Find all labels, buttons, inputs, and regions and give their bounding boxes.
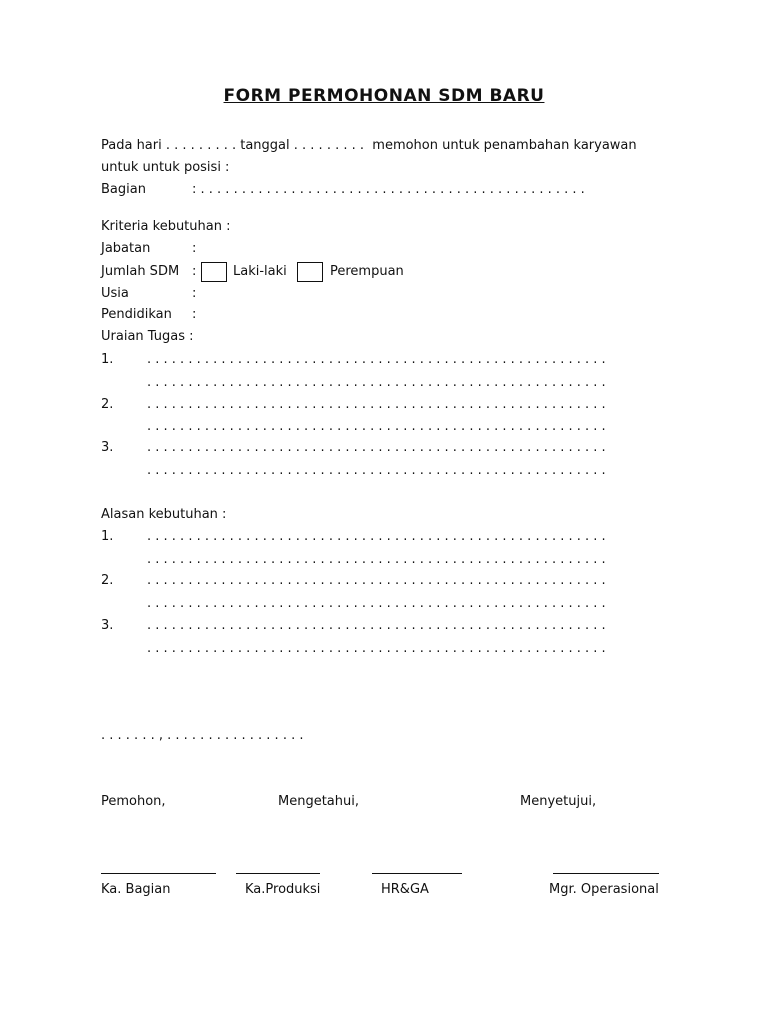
mengetahui-label: Mengetahui, [278, 794, 359, 809]
role-hrga: HR&GA [381, 882, 429, 897]
jumlah-sdm-label: Jumlah SDM [101, 264, 180, 279]
tugas-2-line-b[interactable]: . . . . . . . . . . . . . . . . . . . . . . . . . . . . . . . . . . . . . . . . . . . . . . . . . . . . . . . . [147, 419, 606, 434]
jabatan-label: Jabatan [101, 241, 151, 256]
menyetujui-label: Menyetujui, [520, 794, 597, 809]
jabatan-colon: : [192, 241, 197, 256]
tugas-1-line-a[interactable]: . . . . . . . . . . . . . . . . . . . . . . . . . . . . . . . . . . . . . . . . . . . . . . . . . . . . . . . . [147, 352, 606, 367]
signature-line-ka-bagian[interactable] [101, 873, 216, 874]
intro-line-2: untuk untuk posisi : [101, 160, 230, 175]
alasan-number-2: 2. [101, 573, 114, 588]
intro-line-1: Pada hari . . . . . . . . . tanggal . . . . . . . . . memohon untuk penambahan karyawan [101, 138, 637, 153]
alasan-3-line-a[interactable]: . . . . . . . . . . . . . . . . . . . . . . . . . . . . . . . . . . . . . . . . . . . . . . . . . . . . . . . . [147, 618, 606, 633]
place-date-field[interactable]: . . . . . . . , . . . . . . . . . . . . . . . . . [101, 728, 304, 743]
jumlah-sdm-colon: : [192, 264, 197, 279]
perempuan-checkbox[interactable] [297, 262, 323, 282]
usia-label: Usia [101, 286, 129, 301]
tugas-3-line-b[interactable]: . . . . . . . . . . . . . . . . . . . . . . . . . . . . . . . . . . . . . . . . . . . . . . . . . . . . . . . . [147, 463, 606, 478]
alasan-2-line-a[interactable]: . . . . . . . . . . . . . . . . . . . . . . . . . . . . . . . . . . . . . . . . . . . . . . . . . . . . . . . . [147, 573, 606, 588]
tugas-2-line-a[interactable]: . . . . . . . . . . . . . . . . . . . . . . . . . . . . . . . . . . . . . . . . . . . . . . . . . . . . . . . . [147, 397, 606, 412]
role-mgr-operasional: Mgr. Operasional [549, 882, 659, 897]
pendidikan-label: Pendidikan [101, 307, 172, 322]
role-ka-bagian: Ka. Bagian [101, 882, 171, 897]
signature-line-mgr-operasional[interactable] [553, 873, 659, 874]
tugas-number-1: 1. [101, 352, 114, 367]
tugas-number-3: 3. [101, 440, 114, 455]
bagian-field[interactable]: : . . . . . . . . . . . . . . . . . . . . . . . . . . . . . . . . . . . . . . . . . . . . . . . [192, 182, 585, 197]
bagian-label: Bagian [101, 182, 146, 197]
tugas-number-2: 2. [101, 397, 114, 412]
kriteria-heading: Kriteria kebutuhan : [101, 219, 231, 234]
pemohon-label: Pemohon, [101, 794, 166, 809]
usia-colon: : [192, 286, 197, 301]
role-ka-produksi: Ka.Produksi [245, 882, 321, 897]
alasan-number-1: 1. [101, 529, 114, 544]
signature-line-hrga[interactable] [372, 873, 462, 874]
alasan-3-line-b[interactable]: . . . . . . . . . . . . . . . . . . . . . . . . . . . . . . . . . . . . . . . . . . . . . . . . . . . . . . . . [147, 641, 606, 656]
laki-laki-checkbox[interactable] [201, 262, 227, 282]
signature-line-ka-produksi[interactable] [236, 873, 320, 874]
tugas-3-line-a[interactable]: . . . . . . . . . . . . . . . . . . . . . . . . . . . . . . . . . . . . . . . . . . . . . . . . . . . . . . . . [147, 440, 606, 455]
pendidikan-colon: : [192, 307, 197, 322]
alasan-number-3: 3. [101, 618, 114, 633]
alasan-1-line-b[interactable]: . . . . . . . . . . . . . . . . . . . . . . . . . . . . . . . . . . . . . . . . . . . . . . . . . . . . . . . . [147, 552, 606, 567]
alasan-heading: Alasan kebutuhan : [101, 507, 227, 522]
form-title: FORM PERMOHONAN SDM BARU [223, 86, 545, 106]
uraian-tugas-label: Uraian Tugas : [101, 329, 194, 344]
alasan-1-line-a[interactable]: . . . . . . . . . . . . . . . . . . . . . . . . . . . . . . . . . . . . . . . . . . . . . . . . . . . . . . . . [147, 529, 606, 544]
alasan-2-line-b[interactable]: . . . . . . . . . . . . . . . . . . . . . . . . . . . . . . . . . . . . . . . . . . . . . . . . . . . . . . . . [147, 596, 606, 611]
tugas-1-line-b[interactable]: . . . . . . . . . . . . . . . . . . . . . . . . . . . . . . . . . . . . . . . . . . . . . . . . . . . . . . . . [147, 375, 606, 390]
perempuan-label: Perempuan [330, 264, 404, 279]
laki-laki-label: Laki-laki [233, 264, 287, 279]
